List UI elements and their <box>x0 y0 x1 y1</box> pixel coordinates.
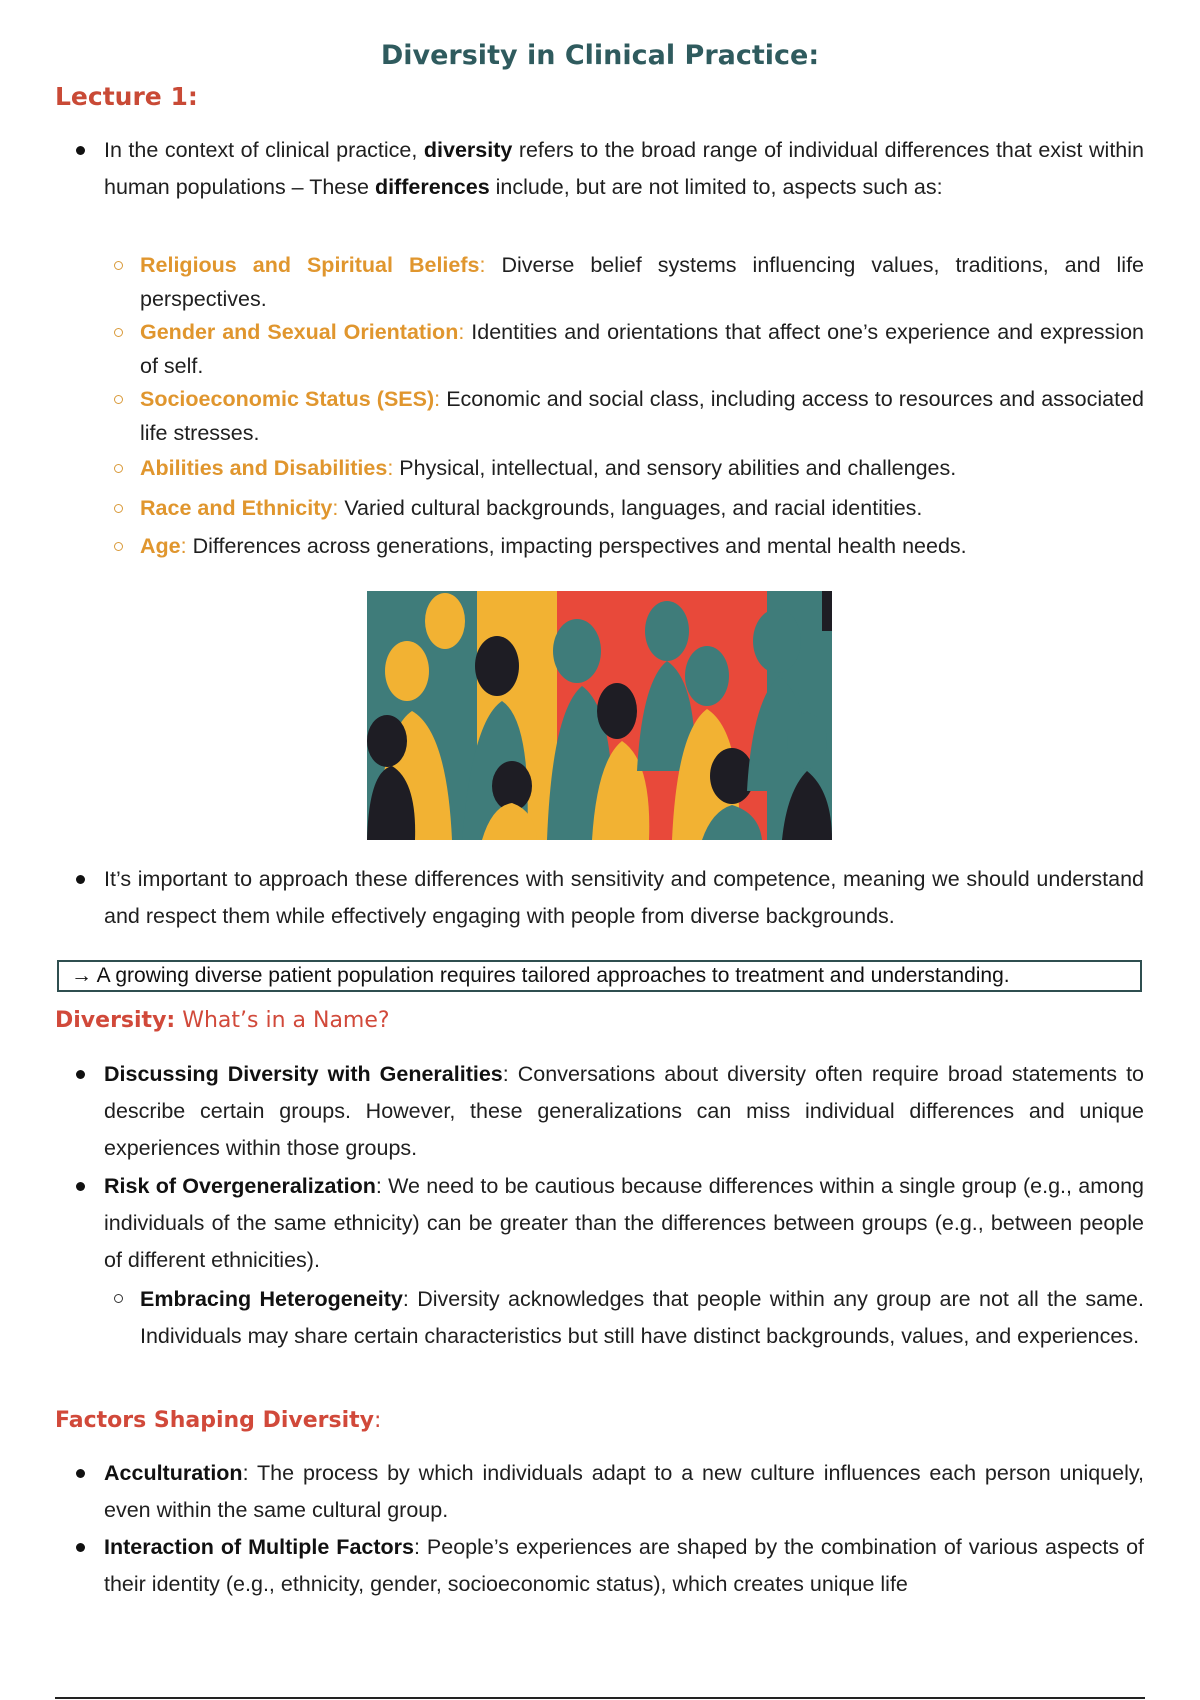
aspect-item: Race and Ethnicity: Varied cultural backgrounds, languages, and racial identities. <box>140 491 1144 525</box>
section-heading-factors: Factors Shaping Diversity: <box>55 1408 382 1433</box>
list-item: Acculturation: The process by which individuals adapt to a new culture influences each person uniquely, even within the same cultural group. <box>104 1455 1144 1529</box>
callout-box: → A growing diverse patient population requires tailored approaches to treatment and understanding. <box>57 960 1142 992</box>
sub-list-item: Embracing Heterogeneity: Diversity acknowledges that people within any group are not all the same. Individuals may share certain characteristics but still have distinct backgrounds, values, and experiences. <box>140 1281 1144 1355</box>
page-bottom-rule <box>55 1697 1145 1699</box>
aspect-item: Age: Differences across generations, impacting perspectives and mental health needs. <box>140 529 1144 563</box>
aspect-item: Religious and Spiritual Beliefs: Diverse belief systems influencing values, traditions, and life perspectives. <box>140 248 1144 316</box>
aspect-item: Abilities and Disabilities: Physical, intellectual, and sensory abilities and challenges. <box>140 451 1144 485</box>
list-item: Discussing Diversity with Generalities: Conversations about diversity often require broad statements to describe certain groups. However, these generalizations can miss individual differences and unique experiences within those groups. <box>104 1056 1144 1167</box>
lecture-heading: Lecture 1: <box>55 82 198 111</box>
list-item: Interaction of Multiple Factors: People’s experiences are shaped by the combination of various aspects of their identity (e.g., ethnicity, gender, socioeconomic status), which creates unique life <box>104 1529 1144 1603</box>
aspect-item: Gender and Sexual Orientation: Identities and orientations that affect one’s experience and expression of self. <box>140 315 1144 383</box>
diverse-crowd-illustration <box>367 591 832 840</box>
sensitivity-bullet: It’s important to approach these differences with sensitivity and competence, meaning we should understand and respect them while effectively engaging with people from diverse backgrounds. <box>104 861 1144 935</box>
intro-bullet: In the context of clinical practice, diversity refers to the broad range of individual differences that exist within human populations – These differences include, but are not limited to, aspects such as: <box>104 132 1144 206</box>
intro-term-differences: differences <box>374 175 490 199</box>
aspect-item: Socioeconomic Status (SES): Economic and social class, including access to resources and associated life stresses. <box>140 382 1144 450</box>
list-item: Risk of Overgeneralization: We need to be cautious because differences within a single group (e.g., among individuals of the same ethnicity) can be greater than the differences between groups (e.g., between people of different ethnicities). <box>104 1168 1144 1279</box>
intro-term-diversity: diversity <box>423 138 513 162</box>
document-title: Diversity in Clinical Practice: <box>380 40 820 71</box>
section-heading-diversity: Diversity: What’s in a Name? <box>55 1008 390 1033</box>
crowd-art-svg <box>367 591 832 840</box>
